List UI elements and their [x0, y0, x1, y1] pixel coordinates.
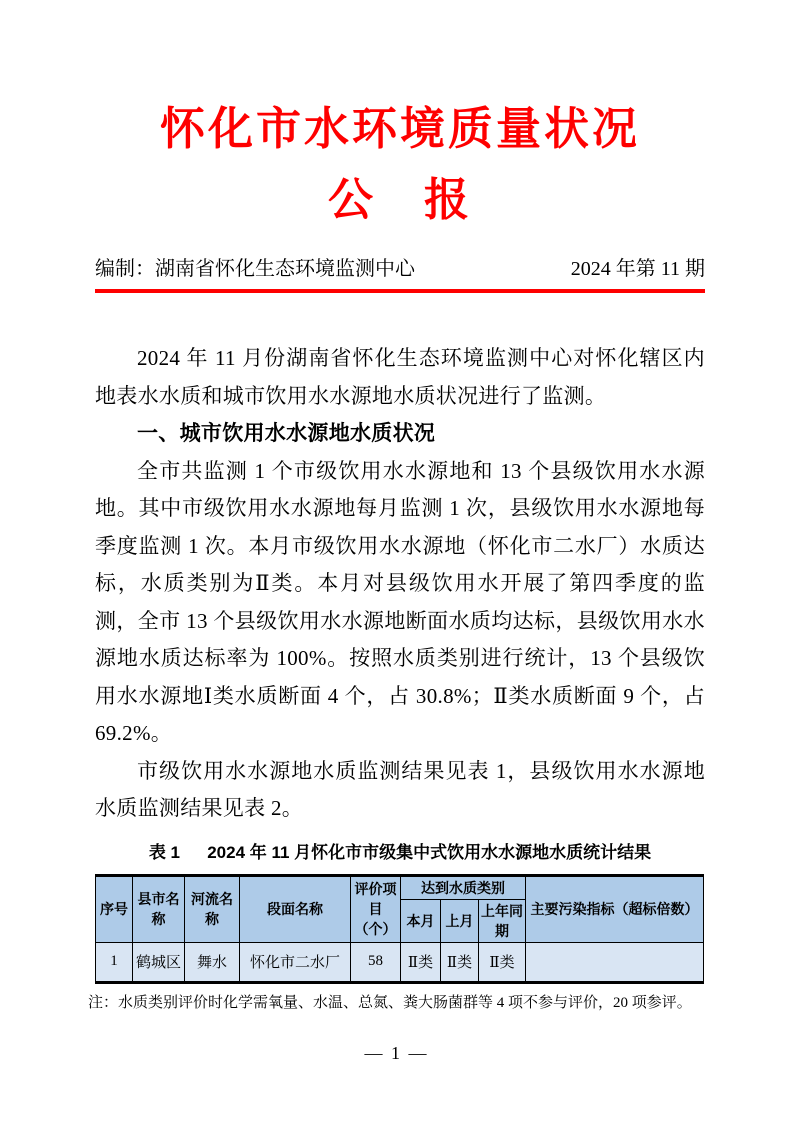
- col-header-items: 评价项目（个）: [351, 875, 401, 942]
- cell-county: 鹤城区: [133, 942, 185, 982]
- masthead-red-rule: [95, 289, 705, 293]
- section1-paragraph-overview: 全市共监测 1 个市级饮用水水源地和 13 个县级饮用水水源地。其中市级饮用水水源地每月监测 1 次，县级饮用水水源地每季度监测 1 次。本月市级饮用水水源地（怀化市二水厂）水质达标，水质类别为Ⅱ类。本月对县级饮用水开展了第四季度的监测，全市 13 个县级饮用水水源地断面水质均达标，县级饮用水水源地水质达标率为 100%。按照水质类别进行统计，13 个县级饮用水水源地Ⅰ类水质断面 4 个，占 30.8%；Ⅱ类水质断面 9 个，占 69.2%。: [95, 458, 705, 745]
- document-title-line1: 怀化市水环境质量状况: [159, 103, 640, 154]
- table1-caption-label: 表 1: [148, 842, 181, 862]
- table1-note: 注：水质类别评价时化学需氧量、水温、总氮、粪大肠菌群等 4 项不参与评价，20 项参评。: [88, 994, 692, 1011]
- col-header-seq: 序号: [96, 875, 133, 942]
- col-header-last-month: 上月: [441, 899, 479, 942]
- intro-paragraph: 2024 年 11 月份湖南省怀化生态环境监测中心对怀化辖区内地表水水质和城市饮用水水源地水质状况进行了监测。: [95, 346, 705, 408]
- document-title: [95, 100, 705, 228]
- page-number: — 1 —: [364, 1043, 429, 1063]
- col-header-section: 段面名称: [240, 875, 351, 942]
- col-header-county: 县市名称: [133, 875, 185, 942]
- table-row: [96, 942, 704, 982]
- col-header-river: 河流名称: [185, 875, 240, 942]
- table1: [95, 874, 704, 984]
- cell-section: 怀化市二水厂: [240, 942, 351, 982]
- cell-this-month: Ⅱ类: [401, 942, 441, 982]
- cell-river: 舞水: [185, 942, 240, 982]
- masthead: [95, 256, 705, 282]
- section1-heading: 一、城市饮用水水源地水质状况: [137, 422, 436, 445]
- cell-last-month: Ⅱ类: [441, 942, 479, 982]
- col-header-last-year: 上年同期: [479, 899, 526, 942]
- document-title-line2: 公 报: [327, 174, 472, 225]
- col-header-this-month: 本月: [401, 899, 441, 942]
- col-header-pollutants: 主要污染指标（超标倍数）: [526, 875, 704, 942]
- col-header-quality-group: 达到水质类别: [401, 875, 526, 899]
- body-text: [95, 340, 705, 828]
- cell-pollutants: [526, 942, 704, 982]
- section1-paragraph-results: 市级饮用水水源地水质监测结果见表 1，县级饮用水水源地水质监测结果见表 2。: [95, 758, 705, 820]
- compiler-line: 编制：湖南省怀化生态环境监测中心: [95, 258, 415, 280]
- table1-caption: [95, 842, 705, 864]
- cell-last-year: Ⅱ类: [479, 942, 526, 982]
- cell-items: 58: [351, 942, 401, 982]
- cell-seq: 1: [96, 942, 133, 982]
- issue-label: 2024 年第 11 期: [570, 258, 705, 280]
- table1-caption-text: 2024 年 11 月怀化市市级集中式饮用水水源地水质统计结果: [207, 842, 652, 862]
